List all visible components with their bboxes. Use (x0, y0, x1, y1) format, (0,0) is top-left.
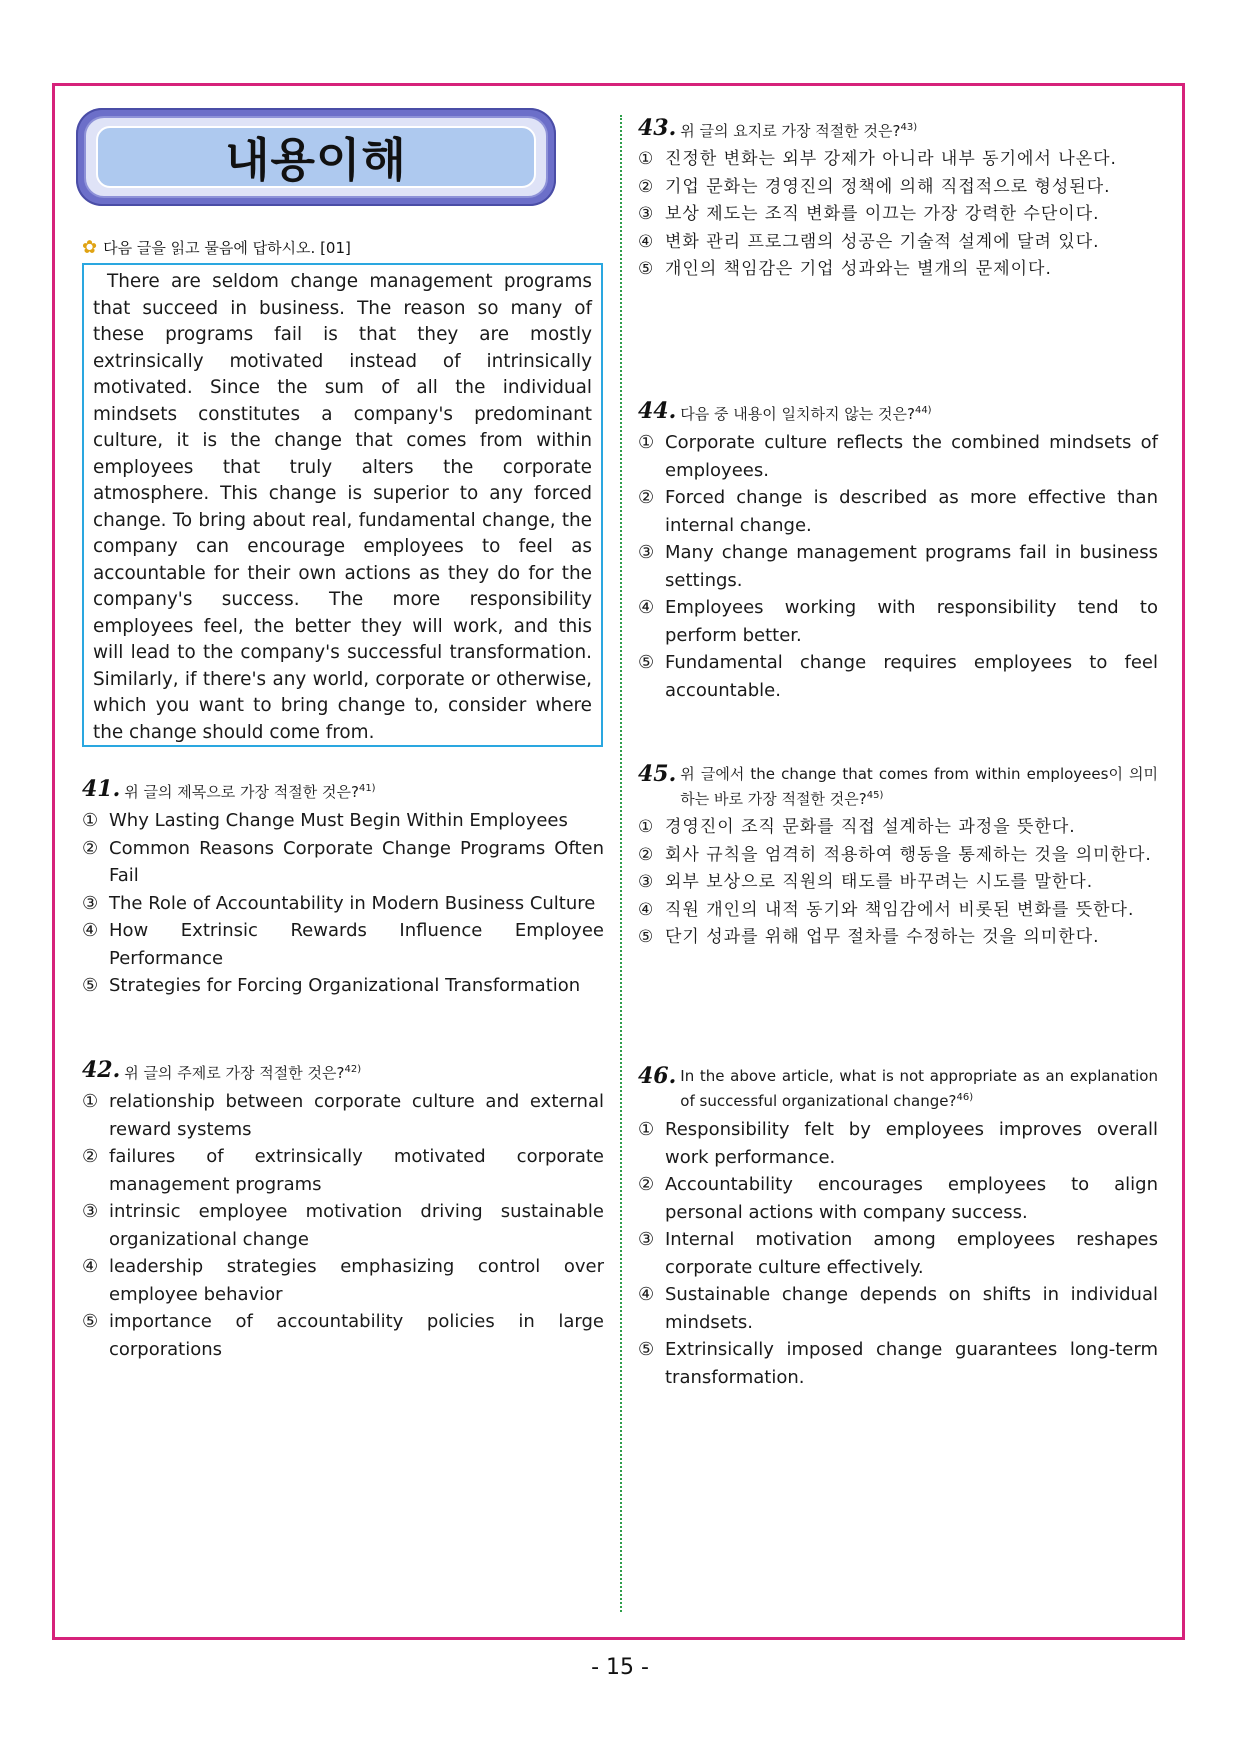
option-4[interactable]: ④ Sustainable change depends on shifts in individual mindsets. (638, 1284, 1158, 1333)
reading-passage (82, 263, 603, 747)
question-text: 위 글의 주제로 가장 적절한 것은? (124, 1064, 345, 1082)
option-4[interactable]: ④ Employees working with responsibility tend to perform better. (638, 597, 1158, 646)
question-43 (638, 117, 1158, 284)
question-number: 43. (638, 115, 677, 141)
footnote-ref: 42) (344, 1064, 362, 1075)
option-5[interactable]: ⑤ 단기 성과를 위해 업무 절차를 수정하는 것을 의미한다. (638, 927, 1100, 947)
question-41 (82, 778, 604, 1000)
option-3[interactable]: ③ Many change management programs fail in business settings. (638, 542, 1158, 591)
option-3[interactable]: ③ 외부 보상으로 직원의 태도를 바꾸려는 시도를 말한다. (638, 872, 1094, 892)
option-2[interactable]: ② 회사 규칙을 엄격히 적용하여 행동을 통제하는 것을 의미한다. (638, 844, 1152, 865)
option-list (638, 429, 1158, 704)
option-list (638, 1116, 1158, 1391)
section-title: 내용이해 (225, 133, 407, 187)
question-text: 다음 중 내용이 일치하지 않는 것은? (680, 405, 915, 423)
question-number: 45. (638, 761, 677, 787)
option-2[interactable]: ② Forced change is described as more effective than internal change. (638, 487, 1158, 536)
question-text: 위 글의 요지로 가장 적절한 것은? (680, 122, 901, 140)
option-1[interactable]: ① Why Lasting Change Must Begin Within Employees (82, 810, 568, 831)
option-5[interactable]: ⑤ Fundamental change requires employees to feel accountable. (638, 652, 1158, 701)
question-text: 위 글의 제목으로 가장 적절한 것은? (124, 783, 359, 801)
page-number: - 15 - (591, 1655, 649, 1680)
question-number: 41. (82, 776, 121, 802)
option-2[interactable]: ② Common Reasons Corporate Change Programs Often Fail (82, 837, 604, 886)
footnote-ref: 41) (358, 783, 376, 794)
option-5[interactable]: ⑤ Strategies for Forcing Organizational Transformation (82, 975, 581, 996)
title-banner (76, 108, 556, 206)
instruction (82, 237, 351, 258)
question-44 (638, 400, 1158, 704)
footnote-ref: 43) (900, 122, 918, 133)
option-1[interactable]: ① 진정한 변화는 외부 강제가 아니라 내부 동기에서 나온다. (638, 149, 1117, 169)
question-text: 위 글에서 the change that comes from within employees이 의미하는 바로 가장 적절한 것은? (680, 765, 1158, 808)
option-4[interactable]: ④ 변화 관리 프로그램의 성공은 기술적 설계에 달려 있다. (638, 231, 1100, 252)
instruction-text: 다음 글을 읽고 물음에 답하시오. [01] (103, 239, 351, 257)
option-list (82, 1088, 604, 1363)
option-list (82, 807, 604, 1000)
footnote-ref: 45) (866, 790, 884, 801)
option-3[interactable]: ③ The Role of Accountability in Modern Business Culture (82, 892, 596, 914)
option-3[interactable]: ③ Internal motivation among employees reshapes corporate culture effectively. (638, 1229, 1158, 1278)
option-1[interactable]: ① 경영진이 조직 문화를 직접 설계하는 과정을 뜻한다. (638, 817, 1076, 837)
option-3[interactable]: ③ 보상 제도는 조직 변화를 이끄는 가장 강력한 수단이다. (638, 204, 1100, 224)
question-42 (82, 1059, 604, 1363)
question-45 (638, 763, 1158, 952)
option-2[interactable]: ② 기업 문화는 경영진의 정책에 의해 직접적으로 형성된다. (638, 176, 1111, 197)
footnote-ref: 44) (914, 405, 932, 416)
question-text: In the above article, what is not appropriate as an explanation of successful organizational change? (680, 1067, 1158, 1110)
option-3[interactable]: ③ intrinsic employee motivation driving sustainable organizational change (82, 1201, 604, 1250)
option-list (638, 814, 1158, 952)
option-5[interactable]: ⑤ 개인의 책임감은 기업 성과와는 별개의 문제이다. (638, 259, 1052, 279)
question-number: 46. (638, 1063, 677, 1089)
question-46 (638, 1065, 1158, 1391)
option-4[interactable]: ④ How Extrinsic Rewards Influence Employee Performance (82, 920, 604, 969)
option-list (638, 146, 1158, 284)
column-divider (620, 115, 622, 1612)
option-1[interactable]: ① Corporate culture reflects the combined mindsets of employees. (638, 432, 1158, 481)
question-number: 44. (638, 398, 677, 424)
option-5[interactable]: ⑤ importance of accountability policies in large corporations (82, 1311, 604, 1360)
option-1[interactable]: ① Responsibility felt by employees improves overall work performance. (638, 1119, 1158, 1168)
option-5[interactable]: ⑤ Extrinsically imposed change guarantees long-term transformation. (638, 1339, 1158, 1388)
footnote-ref: 46) (956, 1092, 974, 1103)
flower-icon: ✿ (82, 237, 98, 258)
passage-text: There are seldom change management programs that succeed in business. The reason so many of these programs fail is that they are mostly extrinsically motivated instead of intrinsically motivated. Since the sum of all the individual mindsets constitutes a company's predominant culture, it is the change that comes from within employees that truly alters the corporate atmosphere. This change is superior to any forced change. To bring about real, fundamental change, the company can encourage employees to feel as accountable for their own actions as they do for the company's success. The more responsibility employees feel, the better they will work, and this will lead to the company's successful transformation. Similarly, if there's any world, corporate or otherwise, which you want to bring change to, consider where the change should come from. (93, 271, 592, 743)
option-1[interactable]: ① relationship between corporate culture and external reward systems (82, 1091, 604, 1140)
option-2[interactable]: ② Accountability encourages employees to align personal actions with company success. (638, 1174, 1158, 1223)
option-2[interactable]: ② failures of extrinsically motivated corporate management programs (82, 1146, 604, 1195)
option-4[interactable]: ④ 직원 개인의 내적 동기와 책임감에서 비롯된 변화를 뜻한다. (638, 899, 1135, 920)
question-number: 42. (82, 1057, 121, 1083)
option-4[interactable]: ④ leadership strategies emphasizing control over employee behavior (82, 1256, 604, 1305)
